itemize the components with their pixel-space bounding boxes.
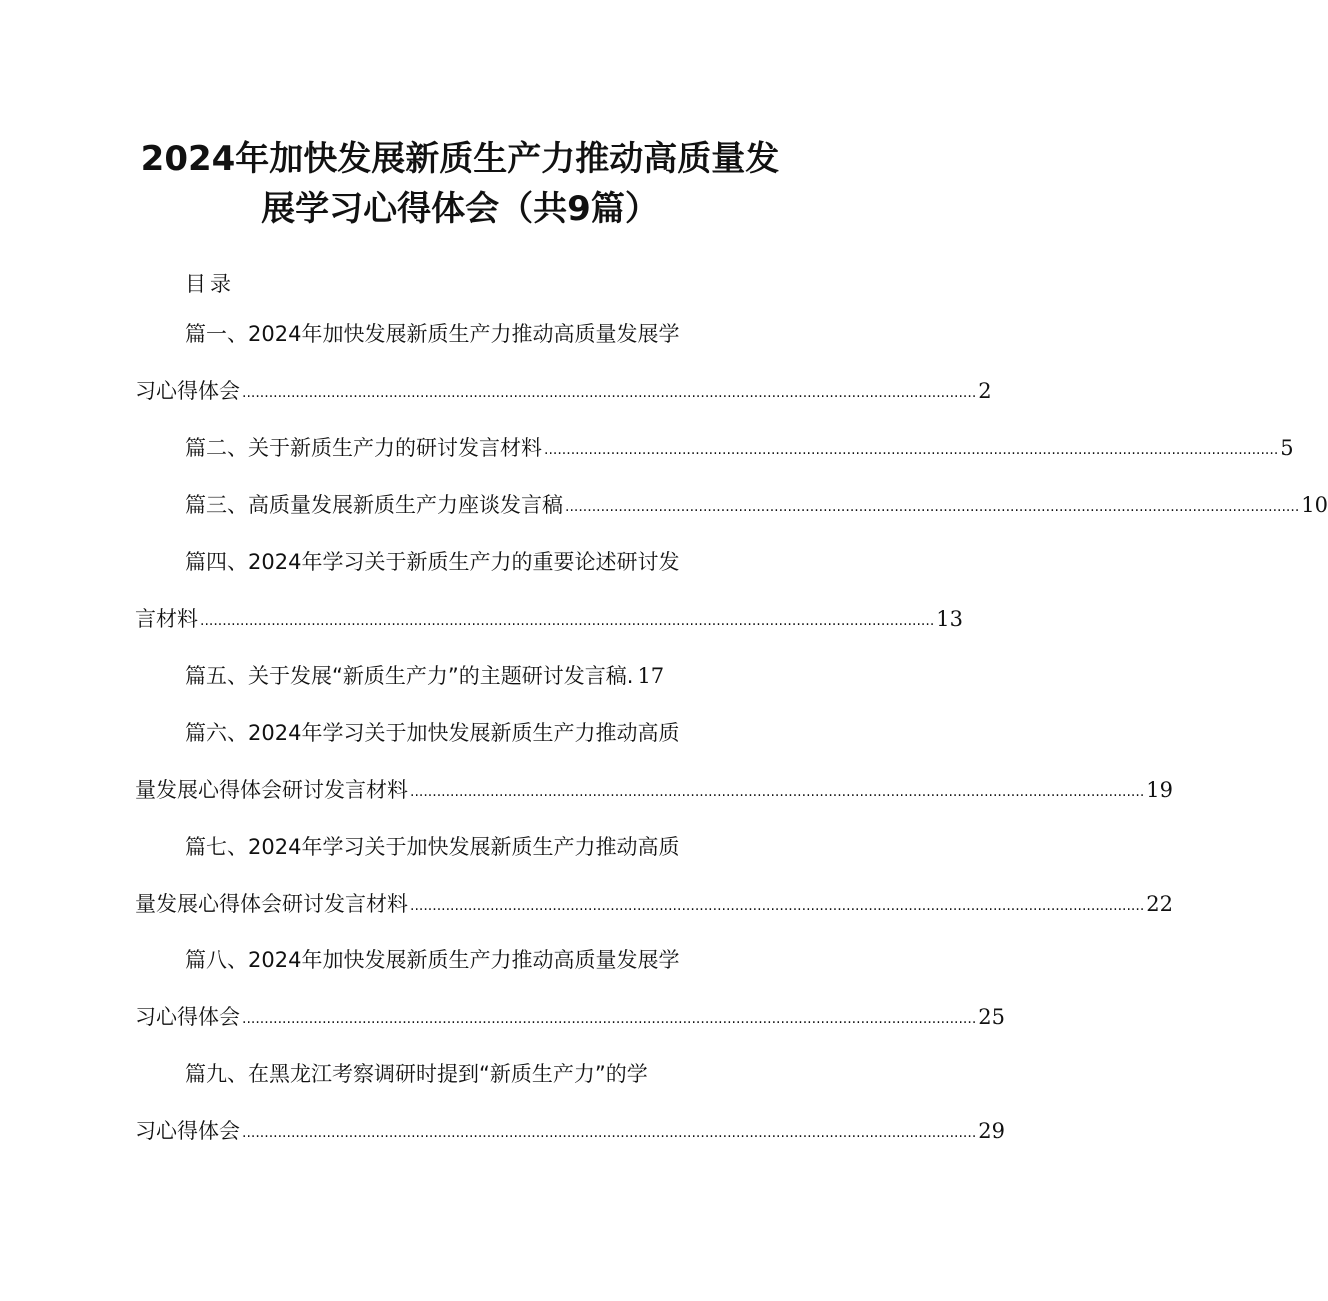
dot-leader: ..................................................................................................................................................................... xyxy=(544,442,1279,458)
toc-heading: 目录 xyxy=(185,272,235,296)
toc-entry-4-page: 13 xyxy=(936,607,964,631)
title-line-2: 展学习心得体会（共9篇） xyxy=(261,189,659,229)
toc-entry-6[interactable] xyxy=(135,778,1174,802)
toc-entry-1[interactable] xyxy=(135,379,992,403)
toc-entry-6-line1[interactable]: 篇六、2024年学习关于加快发展新质生产力推动高质 xyxy=(185,721,680,745)
toc-entry-5[interactable] xyxy=(185,666,730,687)
dot-leader: ..................................................................................................................................................................... xyxy=(242,385,977,401)
toc-entry-5-line1: 篇五、关于发展“新质生产力”的主题研讨发言稿. xyxy=(185,664,634,688)
toc-entry-5-page: 17 xyxy=(637,664,665,688)
toc-entry-9-page: 29 xyxy=(978,1119,1006,1143)
toc-entry-7[interactable] xyxy=(135,892,1174,916)
toc-entry-7-line2: 量发展心得体会研讨发言材料 xyxy=(135,892,408,916)
toc-entry-8-line2: 习心得体会 xyxy=(135,1005,240,1029)
dot-leader: ..................................................................................................................................................................... xyxy=(242,1125,977,1141)
dot-leader: ..................................................................................................................................................................... xyxy=(410,898,1145,914)
toc-entry-2[interactable] xyxy=(185,436,1294,460)
toc-entry-7-line1[interactable]: 篇七、2024年学习关于加快发展新质生产力推动高质 xyxy=(185,835,680,859)
dot-leader: ..................................................................................................................................................................... xyxy=(410,784,1145,800)
toc-entry-6-page: 19 xyxy=(1146,778,1174,802)
toc-entry-9-line2: 习心得体会 xyxy=(135,1119,240,1143)
toc-entry-7-page: 22 xyxy=(1146,892,1174,916)
dot-leader: ..................................................................................................................................................................... xyxy=(242,1011,977,1027)
toc-entry-8[interactable] xyxy=(135,1005,1006,1029)
toc-entry-4[interactable] xyxy=(135,607,964,631)
toc-entry-8-page: 25 xyxy=(978,1005,1006,1029)
toc-entry-9-line1[interactable]: 篇九、在黑龙江考察调研时提到“新质生产力”的学 xyxy=(185,1062,648,1086)
dot-leader: ..................................................................................................................................................................... xyxy=(200,613,935,629)
toc-entry-1-page: 2 xyxy=(978,379,992,403)
toc-entry-3-page: 10 xyxy=(1301,493,1328,517)
toc-entry-6-line2: 量发展心得体会研讨发言材料 xyxy=(135,778,408,802)
toc-entry-2-line1: 篇二、关于新质生产力的研讨发言材料 xyxy=(185,436,542,460)
toc-entry-1-line2: 习心得体会 xyxy=(135,379,240,403)
toc-entry-2-page: 5 xyxy=(1280,436,1294,460)
toc-entry-3[interactable] xyxy=(185,493,1328,517)
toc-entry-1-line1[interactable]: 篇一、2024年加快发展新质生产力推动高质量发展学 xyxy=(185,322,680,346)
toc-entry-9[interactable] xyxy=(135,1119,1006,1143)
toc-entry-3-line1: 篇三、高质量发展新质生产力座谈发言稿 xyxy=(185,493,563,517)
title-line-1: 2024年加快发展新质生产力推动高质量发 xyxy=(140,139,780,179)
dot-leader: ..................................................................................................................................................................... xyxy=(565,499,1300,515)
toc-entry-8-line1[interactable]: 篇八、2024年加快发展新质生产力推动高质量发展学 xyxy=(185,948,680,972)
toc-entry-4-line2: 言材料 xyxy=(135,607,198,631)
toc-entry-4-line1[interactable]: 篇四、2024年学习关于新质生产力的重要论述研讨发 xyxy=(185,550,680,574)
